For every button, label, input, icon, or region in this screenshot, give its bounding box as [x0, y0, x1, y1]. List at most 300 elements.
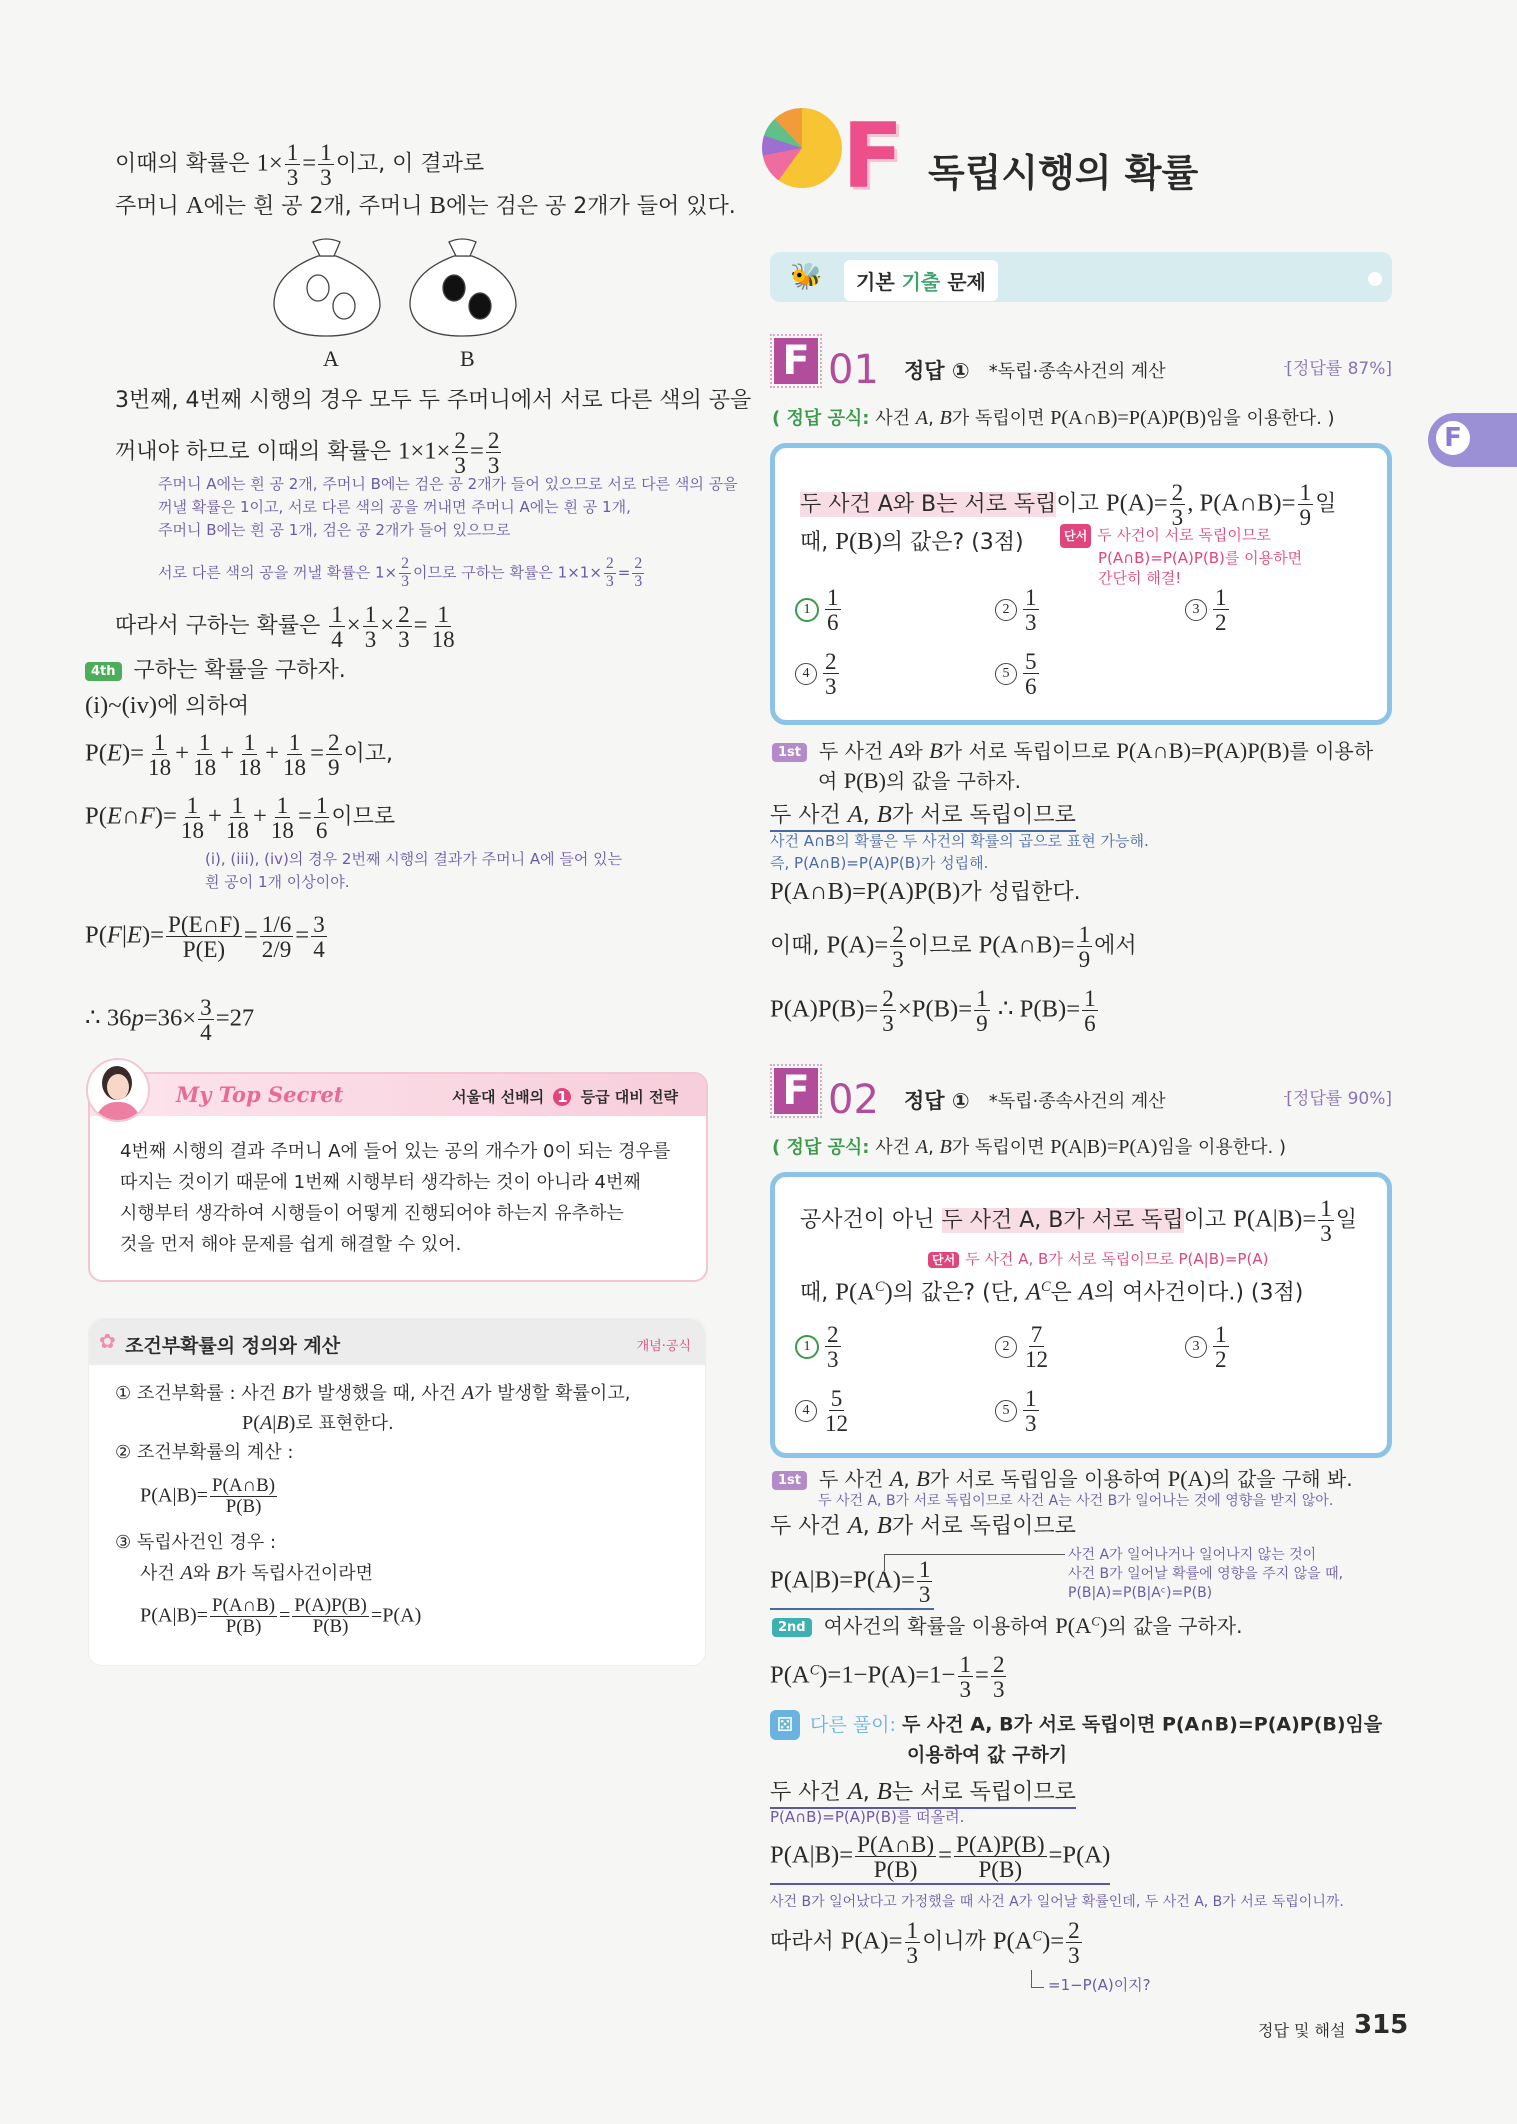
fraction	[292, 1596, 368, 1637]
math-span: , P(A∩B)=	[1187, 489, 1296, 517]
text-span: 이므로	[331, 804, 396, 830]
chapter-tab[interactable]	[1428, 413, 1517, 467]
flower-icon: ✿	[99, 1329, 116, 1353]
fraction	[399, 556, 411, 590]
text-span: ① 조건부확률 : 사건	[115, 1383, 282, 1404]
avatar	[86, 1058, 150, 1122]
highlighted-text: 두 사건 A와 B는 서로 독립	[800, 491, 1057, 517]
text-span: 에는 검은 공 2개가 들어 있다.	[445, 194, 736, 219]
text-span: 이므로 구하는 확률은 1×1×	[412, 563, 602, 582]
text-span: (i), (iii), (iv)의 경우 2번째 시행의 결과가 주머니 A에 들어 있는	[205, 850, 623, 868]
math-span: B	[429, 192, 446, 219]
text-span: 에 의하여	[157, 694, 250, 719]
math-span: =	[413, 611, 428, 639]
body-line: 4번째 시행의 결과 주머니 A에 들어 있는 공의 개수가 0이 되는 경우를	[120, 1141, 671, 1162]
text-span: 때,	[800, 530, 836, 555]
math-span: P(A∩B)=	[978, 931, 1075, 959]
choice-number: 2	[995, 1336, 1017, 1358]
numerator: P(A)P(B)	[294, 1595, 367, 1616]
pouch-a-label: A	[323, 346, 339, 371]
annotation-note: P(A∩B)=P(A)P(B)를 떠올려.	[770, 1808, 965, 1826]
fraction	[166, 912, 242, 961]
math-span: P(B)	[835, 528, 882, 555]
banner-text: 기본	[856, 270, 895, 294]
text-span: 꺼내야 하므로 이때의 확률은	[115, 439, 398, 465]
pouch-b-label: B	[460, 346, 475, 371]
annotation-note: 사건 A∩B의 확률은 두 사건의 확률의 곱으로 표현 가능해.	[770, 832, 1149, 850]
numerator: P(A)P(B)	[956, 1831, 1045, 1857]
text-span: 여사건의 확률을 이용하여	[823, 1613, 1056, 1638]
fraction	[825, 585, 841, 634]
denominator: 6	[1084, 1010, 1096, 1037]
fraction	[855, 1832, 936, 1881]
numerator: 2	[634, 555, 643, 572]
fraction	[1023, 649, 1039, 698]
choice-number: 5	[995, 1400, 1017, 1422]
math-span: =	[243, 921, 258, 949]
equation	[85, 912, 329, 961]
side-annotation	[1068, 1546, 1343, 1603]
choice-option[interactable]	[1185, 585, 1231, 634]
numerator: 1	[198, 729, 211, 755]
fraction	[396, 602, 412, 651]
pie-chart-icon	[762, 108, 842, 192]
topic-label: *독립·종속사건의 계산	[988, 360, 1166, 382]
numerator: P(E∩F)	[168, 911, 240, 937]
fraction	[486, 428, 502, 477]
math-variable: A	[847, 1512, 863, 1539]
problem-letter: F	[774, 338, 818, 384]
annotation-note	[158, 477, 738, 492]
alt-title: 이용하여 값 구하기	[907, 1744, 1068, 1766]
banner-text: 문제	[947, 270, 986, 294]
denominator: 18	[431, 626, 455, 653]
text-span: 이때의 확률은	[115, 151, 257, 177]
equation	[770, 880, 1081, 905]
concept-formula	[140, 1596, 421, 1637]
denominator: 3	[286, 164, 299, 191]
math-variable: A	[259, 1412, 273, 1434]
math-span: P(A)=	[1105, 489, 1168, 517]
choice-number: 4	[795, 1400, 817, 1422]
math-span: 1×	[256, 149, 283, 177]
denominator: 9	[976, 1010, 988, 1037]
answer-formula	[772, 408, 1335, 428]
text-span: 일	[1315, 491, 1337, 517]
math-variable: B	[939, 407, 952, 429]
text-line	[115, 602, 459, 651]
math-span: =	[310, 739, 324, 767]
highlighted-text: 두 사건 A, B가 서로 독립	[941, 1207, 1184, 1233]
math-variable: B	[876, 1512, 892, 1539]
denominator: 3	[1320, 1220, 1332, 1247]
choice-option[interactable]	[795, 1322, 843, 1371]
choice-number: 5	[995, 663, 1017, 685]
math-span: P(A	[992, 1927, 1033, 1955]
fraction	[1023, 1386, 1039, 1435]
dot-decoration	[1368, 272, 1382, 286]
annotation-note	[158, 556, 646, 590]
numerator: 2	[401, 555, 409, 572]
math-variable: B	[876, 801, 892, 828]
math-span: P(A)P(B)=	[770, 995, 879, 1023]
text-span: 임을 이용한다. )	[1206, 408, 1335, 429]
text-span: 이고, 이 결과로	[335, 151, 485, 177]
math-span: )=	[121, 739, 145, 767]
equation	[770, 1832, 1110, 1885]
top-secret-title: My Top Secret	[176, 1082, 344, 1107]
top-secret-box	[88, 1072, 708, 1282]
body-line: 따지는 것이기 때문에 1번째 시행부터 생각하는 것이 아니라 4번째	[120, 1172, 641, 1193]
choice-option[interactable]	[995, 649, 1041, 698]
answer-formula	[772, 1137, 1286, 1157]
text-span: ,	[928, 1137, 940, 1158]
correct-rate: [정답률 87%]	[1286, 359, 1392, 379]
text-span: ,	[862, 1514, 877, 1539]
numerator: 2	[882, 985, 894, 1011]
text-span: 주머니 B에는 흰 공 1개, 검은 공 2개가 들어 있으므로	[158, 521, 511, 539]
numerator: 2	[825, 648, 837, 674]
math-span: =	[975, 1661, 989, 1689]
denominator: 3	[882, 1010, 894, 1037]
denominator: 3	[1025, 609, 1037, 636]
text-span: 때,	[800, 1280, 836, 1306]
fraction	[281, 730, 308, 779]
text-span: 의 값을 구하자.	[1107, 1613, 1243, 1638]
numerator: 1/6	[261, 911, 292, 937]
math-span: A	[185, 192, 204, 219]
section-letter: F	[842, 104, 904, 209]
fraction	[974, 986, 990, 1035]
denominator: 3	[320, 164, 332, 191]
fraction	[363, 602, 379, 651]
hint	[1060, 524, 1302, 588]
math-span: P(A|B)=	[770, 1841, 854, 1869]
math-span: |	[272, 1412, 277, 1434]
math-span: P(A	[770, 1661, 810, 1689]
text-span: 두 사건	[819, 1467, 890, 1491]
denominator: 3	[605, 572, 614, 590]
denominator: P(B)	[978, 1856, 1023, 1883]
math-span: P(A	[1055, 1612, 1092, 1638]
choice-option[interactable]	[995, 1322, 1052, 1371]
denominator: 18	[238, 754, 262, 781]
dice-icon: ⚄	[770, 1710, 800, 1740]
math-variable: A	[915, 407, 929, 429]
grade-badge: 1	[553, 1088, 571, 1106]
fraction	[210, 1596, 277, 1637]
math-span: )	[884, 1278, 893, 1306]
denominator: 9	[327, 754, 340, 781]
text-span: =	[617, 563, 631, 582]
math-span: ∴ P(B)=	[991, 995, 1081, 1023]
chapter-tab-letter: F	[1433, 418, 1473, 458]
text-span: ② 조건부확률의 계산 :	[115, 1442, 294, 1463]
superscript: C	[809, 1662, 820, 1679]
denominator: 9	[1078, 946, 1091, 973]
math-span: (i)~(iv)	[85, 692, 158, 719]
denominator: 4	[331, 626, 343, 653]
choice-option[interactable]	[795, 1386, 852, 1435]
text-span: 이고,	[343, 741, 394, 767]
math-variable: B	[939, 1136, 952, 1158]
top-secret-body	[120, 1136, 670, 1260]
denominator: 3	[1171, 504, 1184, 531]
math-span: P(A|B)=P(A)	[1050, 1136, 1158, 1158]
annotation-line: 사건 B가 일어날 확률에 영향을 주지 않을 때,	[1068, 1566, 1344, 1582]
problem-letter: F	[774, 1068, 818, 1114]
equation	[85, 995, 254, 1044]
equation	[770, 986, 1100, 1035]
choice-option[interactable]	[1185, 1322, 1231, 1371]
choice-number: 3	[1185, 1336, 1207, 1358]
denominator: 3	[454, 452, 466, 479]
math-variable: A	[847, 801, 863, 828]
denominator: 18	[180, 817, 204, 844]
fraction	[198, 995, 214, 1044]
fraction	[326, 730, 342, 779]
page-number: 315	[1354, 2010, 1409, 2040]
pouch-illustration	[268, 238, 528, 338]
topic-label: *독립·종속사건의 계산	[988, 1090, 1166, 1112]
math-span: |	[121, 921, 127, 949]
math-span: +	[265, 739, 279, 767]
numerator: 2	[398, 601, 410, 627]
banner	[770, 252, 1392, 302]
math-variable: F	[106, 921, 122, 949]
text-span: 가 독립사건이라면	[228, 1563, 374, 1584]
superscript: C	[874, 1279, 885, 1295]
text-span: 사건	[140, 1563, 181, 1584]
denominator: 18	[270, 817, 294, 844]
text-span: 가 독립이면	[951, 1137, 1051, 1158]
concept-tag: 개념·공식	[636, 1339, 691, 1354]
choice-option[interactable]	[995, 1386, 1041, 1435]
fraction	[991, 1652, 1007, 1701]
choice-number: 3	[1185, 599, 1207, 621]
fraction	[823, 1386, 850, 1435]
text-span: 사건	[875, 1137, 916, 1158]
annotation-note	[205, 852, 622, 867]
math-span: ×	[380, 611, 395, 639]
step-4	[85, 660, 346, 682]
concept-title: 조건부확률의 정의와 계산	[125, 1335, 341, 1357]
math-span: P(A|B)=	[140, 1484, 209, 1507]
numerator: 5	[1025, 648, 1037, 674]
denominator: P(E)	[182, 936, 226, 963]
math-span: =P(A)	[370, 1604, 422, 1627]
annotation-line: 사건 A가 일어나거나 일어나지 않는 것이	[1068, 1547, 1317, 1563]
math-variable: F	[139, 802, 155, 830]
denominator: 2	[1215, 609, 1227, 636]
step-1	[772, 740, 1373, 762]
math-variable: p	[131, 1004, 144, 1032]
numerator: 1	[288, 729, 301, 755]
denominator: 18	[283, 754, 307, 781]
denominator: 3	[906, 1942, 919, 1969]
hint-badge: 단서	[928, 1252, 959, 1268]
text-span: 주머니 A에는 흰 공 2개, 주머니 B에는 검은 공 2개가 들어 있으므로 서로 다른 색의 공을	[158, 475, 738, 493]
math-span: P(A|B)=	[140, 1604, 209, 1627]
fraction	[604, 556, 616, 590]
denominator: 3	[364, 626, 377, 653]
numerator: 1	[1299, 479, 1312, 505]
text-span: 에서	[1094, 933, 1137, 959]
text-span: 두 사건	[819, 739, 890, 763]
equation	[770, 1918, 1084, 1967]
denominator: 6	[827, 609, 839, 636]
denominator: 3	[959, 1676, 972, 1703]
math-span: P(A∩B)=P(A)P(B)	[1050, 407, 1207, 429]
choice-number: 4	[795, 663, 817, 685]
hint	[928, 1252, 1268, 1268]
text-span: 은	[1050, 1280, 1079, 1306]
numerator: 3	[200, 994, 212, 1020]
text-line	[770, 1514, 1076, 1539]
text-span: 공사건이 아닌	[800, 1207, 942, 1233]
math-span: =	[469, 437, 484, 465]
equation	[770, 922, 1137, 971]
math-span: )	[288, 1412, 296, 1434]
problem-number: 01	[828, 346, 879, 393]
numerator: 1	[243, 729, 256, 755]
denominator: 6	[1025, 673, 1037, 700]
text-span: 서로 다른 색의 공을 꺼낼 확률은 1×	[158, 563, 398, 582]
question-text	[800, 1196, 1357, 1245]
alt-label: 다른 풀이:	[810, 1713, 896, 1736]
fraction	[825, 1322, 841, 1371]
math-span: P(	[85, 802, 107, 830]
math-span: +	[175, 739, 190, 767]
footer-label: 정답 및 해설	[1258, 2021, 1346, 2040]
fraction	[1023, 1322, 1050, 1371]
problem-f02-header	[774, 1068, 1392, 1123]
numerator: 2	[827, 1321, 839, 1347]
text-span: 이고	[1183, 1207, 1234, 1233]
denominator: 4	[313, 936, 325, 963]
math-variable: A	[847, 1778, 863, 1805]
numerator: 3	[313, 911, 325, 937]
equation	[85, 793, 395, 842]
text-span: 가 독립이면	[951, 408, 1051, 429]
numerator: 1	[364, 601, 377, 627]
math-span: )=1−P(A)=1−	[819, 1661, 956, 1689]
choice-option[interactable]	[795, 585, 843, 634]
superscript: C	[1091, 1613, 1100, 1628]
alternative-solution	[770, 1710, 1382, 1740]
bee-icon: 🐝	[790, 262, 823, 292]
math-variable: B	[916, 1466, 930, 1491]
choice-number: 1	[795, 1335, 819, 1359]
math-span: P(A|B)=	[1233, 1205, 1317, 1233]
text-span: 이므로	[907, 933, 979, 959]
fraction	[1170, 480, 1186, 529]
math-span: P(A)=	[840, 1927, 903, 1955]
text-span: 여	[818, 769, 844, 793]
step-badge: 1st	[772, 743, 807, 762]
fraction	[954, 1832, 1047, 1881]
concept-item	[242, 1413, 394, 1433]
numerator: 2	[1068, 1917, 1080, 1943]
math-span: P(	[85, 921, 107, 949]
math-span: +	[252, 802, 267, 830]
denominator: 2/9	[261, 936, 292, 963]
numerator: 1	[1025, 584, 1037, 610]
denominator: 12	[825, 1410, 849, 1437]
question-text	[800, 1280, 1303, 1305]
denominator: 3	[892, 946, 904, 973]
choice-option[interactable]	[995, 585, 1041, 634]
math-span: =	[279, 1604, 291, 1627]
numerator: 1	[1320, 1195, 1332, 1221]
fraction	[430, 602, 457, 651]
body-line: 시행부터 생각하여 시행들이 어떻게 진행되어야 하는지 유추하는	[120, 1203, 624, 1224]
fraction	[1318, 1196, 1334, 1245]
text-span: 이니까	[922, 1929, 993, 1955]
step-text	[819, 1467, 1353, 1491]
text-span: 두 사건	[770, 1780, 848, 1805]
numerator: 1	[1078, 921, 1091, 947]
numerator: 1	[827, 584, 839, 610]
fraction	[179, 793, 206, 842]
question-text	[800, 530, 1024, 555]
numerator: 1	[286, 139, 299, 165]
denominator: 3	[401, 572, 409, 590]
text-span: 두 사건	[770, 1514, 848, 1539]
step-text	[819, 739, 1373, 763]
text-span: ,	[928, 408, 940, 429]
text-span: 의 값을 구해 봐.	[1211, 1467, 1353, 1491]
annotation-note	[205, 875, 350, 890]
numerator: 7	[1030, 1321, 1043, 1347]
math-span: )=	[141, 921, 165, 949]
choice-number: 1	[795, 598, 819, 622]
numerator: 1	[320, 139, 332, 165]
choice-option[interactable]	[795, 649, 841, 698]
math-variable: A	[180, 1562, 193, 1584]
numerator: 1	[1215, 1321, 1227, 1347]
text-span: 가 서로 독립이므로	[891, 803, 1076, 828]
alt-title: 두 사건 A, B가 서로 독립이면 P(A∩B)=P(A)P(B)임을	[901, 1713, 1383, 1736]
denominator: P(B)	[312, 1615, 349, 1637]
math-variable: B	[281, 1382, 295, 1404]
denominator: P(B)	[225, 1615, 262, 1637]
math-variable: A	[889, 1466, 904, 1491]
denominator: 3	[918, 1581, 931, 1608]
fraction	[314, 793, 330, 842]
text-span: 3번째, 4번째 시행의 경우 모두 두 주머니에서 서로 다른 색의 공을	[115, 388, 752, 413]
annotation-note: =1−P(A)이지?	[1048, 1976, 1151, 1994]
numerator: 1	[1084, 985, 1096, 1011]
hint-text: P(A∩B)=P(A)P(B)를 이용하면	[1098, 549, 1303, 567]
pouch-a	[274, 239, 380, 336]
denominator: 18	[193, 754, 217, 781]
numerator: P(A∩B)	[212, 1595, 276, 1616]
numerator: 2	[992, 1651, 1005, 1677]
text-line	[115, 194, 736, 219]
section-title: 독립시행의 확률	[928, 151, 1199, 195]
math-span: =	[938, 1841, 952, 1869]
math-variable: B	[276, 1412, 289, 1434]
math-span: )=	[1042, 1927, 1065, 1955]
math-span: P(A)	[1167, 1466, 1212, 1491]
math-span: P(B)	[843, 768, 886, 793]
answer-label: 정답 ①	[904, 358, 970, 383]
fraction	[958, 1652, 974, 1701]
concept-item	[115, 1383, 630, 1403]
denominator: 3	[1068, 1942, 1080, 1969]
denominator: 12	[1025, 1346, 1049, 1373]
